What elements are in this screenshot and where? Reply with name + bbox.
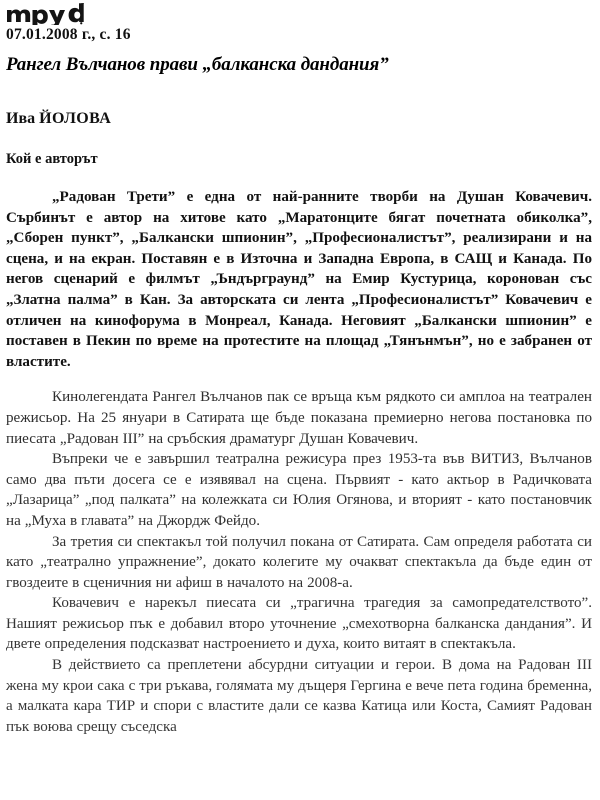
trud-logo <box>6 3 84 25</box>
masthead <box>4 0 594 43</box>
article-paragraph: За третия си спектакъл той получил покана от Сатирата. Сам определя работата си като „театрално упражнение”, докато колегите му очакват спектакъла да бъде един от гвоздеите в сценичния ни афиш в началото на 2008-а. <box>6 533 592 591</box>
byline-first-name: Ива <box>6 110 36 127</box>
article-paragraph: В действието са преплетени абсурдни ситуации и герои. В дома на Радован III жена му крои сака с три ръкава, голямата му дъщеря Гергина е вече пета година бременна, а малката кара ТИР и спори с властите дали се казва Катица или Коста, Самият Радован пък воюва срещу съседска <box>6 657 592 735</box>
article-byline <box>6 109 594 128</box>
section-kicker: Кой е авторът <box>6 151 98 167</box>
article-paragraph: Въпреки че е завършил театрална режисура през 1953-та във ВИТИЗ, Вълчанов само два пъти досега се е изявявал на сцена. Първият - като актьор в Радичковата „Лазарица” „под палката” на колежката си Юлия Огянова, и вторият - като постановчик на „Муха в главата” на Джордж Фейдо. <box>6 451 592 529</box>
article-headline: Рангел Вълчанов прави „балканска дандания” <box>6 54 389 75</box>
article-lead: „Радован Трети” е една от най-ранните творби на Душан Ковачевич. Сърбинът е автор на хитове като „Маратонците бягат почетната обиколка”, „Сборен пункт”, „Балкански шпионин”, „Професионалистът”, реализирани и на сцена, и на екран. Поставян е в Източна и Западна Европа, в САЩ и Канада. По негов сценарий е филмът „Ъндърграунд” на Емир Кустурица, коронован със „Златна палма” в Кан. За авторската си лента „Професионалистът” Ковачевич е отличен на кинофорума в Монреал, Канада. Неговият „Балкански шпионин” е поставен в Пекин по време на протестите на площад „Тянънмън”, но е забранен от властите. <box>6 189 592 370</box>
article-paragraph: Кинолегендата Рангел Вълчанов пак се връща към рядкото си амплоа на театрален режисьор. На 25 януари в Сатирата ще бъде показана премиерно негова постановка по пиесата „Радован III” на сръбския драматург Душан Ковачевич. <box>6 389 592 447</box>
byline-last-name: ЙОЛОВА <box>39 110 112 127</box>
article-paragraph: Ковачевич е нарекъл пиесата си „трагична трагедия за самопредателството”. Нашият режисьор пък е добавил второ уточнение „смехотворна балканска дандания”. И двете определения подсказват настроението и духа, които витаят в спектакъла. <box>6 595 592 653</box>
article-body <box>6 387 592 737</box>
issue-date-page: 07.01.2008 г., с. 16 <box>6 26 131 43</box>
